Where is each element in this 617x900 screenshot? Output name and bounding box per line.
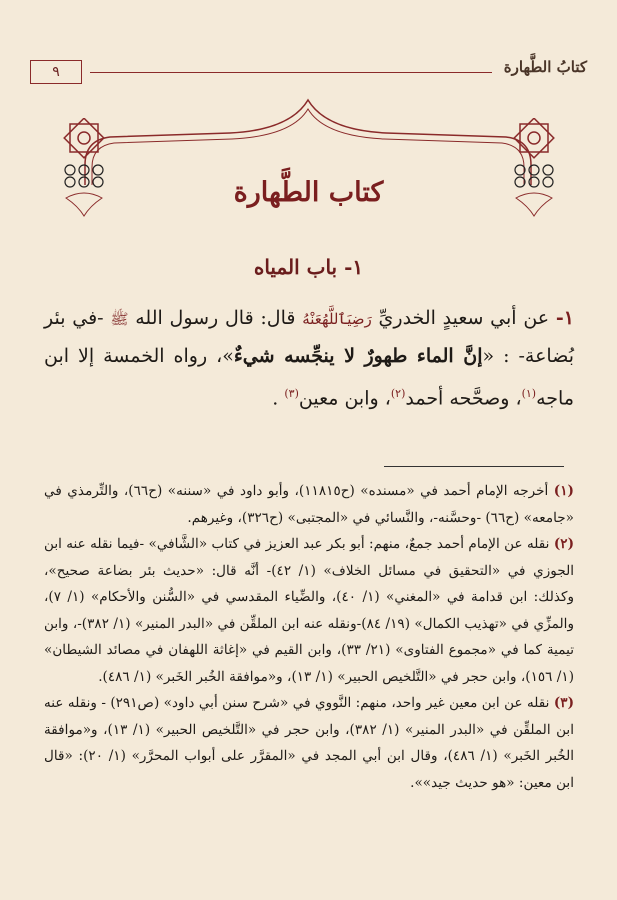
footnote-text: نقله عن الإمام أحمد جمعٌ، منهم: أبو بكر عبد العزيز في كتاب «الشَّافي» -فيما نقله عنه ابن الجوزي في «التحقيق في مسائل الخلاف» (١/ ٤٢)- أنَّه قال: «حديث بئر بضاعة صحيح»، وكذلك: ابن قدامة في «المغني» (١/ ٤٠)، والضِّياء المقدسي في «السُّنن والأحكام» (١/ ٧)، والمزِّي في «تهذيب الكمال» (١٩/ ٨٤)-ونقله عنه ابن الملقِّن في «البدر المنير» (١/ ٣٨٢)-، وابن تيمية كما في «مجموع الفتاوى» (٢١/ ٣٣)، وابن القيم في «إغاثة اللهفان في مصائد الشيطان» (١/ ١٥٦)، وابن حجر في «التَّلخيص الحبير» (١/ ١٣)، و«موافقة الخُبر الخَبر» (١/ ٤٨٦). <box>44 536 575 685</box>
hadith-quote: إنَّ الماء طهورٌ لا ينجِّسه شيءٌ <box>233 345 483 367</box>
footnote-ref[interactable]: (٣) <box>284 387 299 400</box>
footnote-ref[interactable]: (١) <box>521 387 537 400</box>
running-title: كتابُ الطَّهارة <box>503 58 587 76</box>
honorific: ﷺ <box>110 310 129 328</box>
running-header <box>30 58 587 88</box>
footnote <box>44 531 574 690</box>
hadith-text-part: -في بئر بُضاعة- : « <box>44 307 574 367</box>
hadith-text-part: عن أبي سعيدٍ الخدريِّ <box>378 307 550 329</box>
hadith-text-part: . <box>272 387 279 410</box>
hadith-paragraph <box>44 300 574 417</box>
section-title: ١- باب المياه <box>253 255 364 279</box>
honorific: رَضِيَٱللَّهُعَنْهُ <box>302 310 372 328</box>
footnotes <box>44 478 574 796</box>
footnote-text: نقله عن ابن معين غير واحد، منهم: النَّووي في «شرح سنن أبي داود» (ص٢٩١) - ونقله عنه ابن الملقِّن في «البدر المنير» (١/ ٣٨٢)، وابن حجر في «التَّلخيص الحبير» (١/ ١٣)، و«موافقة الخُبر الخَبر» (١/ ٤٨٦)، وقال ابن أبي المجد في «المقرَّر على أبواب المحرَّر» (١/ ٢٠): «قال ابن معين: «هو حديث جيد»». <box>44 695 574 791</box>
header-rule <box>90 72 492 73</box>
footnote <box>44 690 574 796</box>
hadith-text-part: قال: قال رسول الله <box>135 307 296 329</box>
footnote-number: (٢) <box>553 536 574 552</box>
hadith-text-part: ، وابن معين <box>298 387 391 410</box>
hadith-text-part: »، رواه الخمسة إلا ابن ماجه <box>44 345 574 410</box>
hadith-text-part: ، وصحَّحه أحمد <box>405 387 522 410</box>
chapter-title: كتاب الطَّهارة <box>233 177 384 208</box>
hadith-number: ١- <box>555 307 574 329</box>
footnote-ref[interactable]: (٢) <box>390 387 406 400</box>
footnote-number: (١) <box>553 483 574 499</box>
page-number: ٩ <box>30 60 82 84</box>
footnote <box>44 478 574 531</box>
hadith-text <box>44 300 574 417</box>
footnote-text: أخرجه الإمام أحمد في «مسنده» (ح١١٨١٥)، وأبو داود في «سننه» (ح٦٦)، والتِّرمذي في «جامعه» (ح٦٦) -وحسَّنه-، والنَّسائي في «المجتبى» (ح٣٢٦)، وغيرهم. <box>44 483 574 526</box>
footnote-separator <box>384 466 564 467</box>
footnote-number: (٣) <box>553 695 575 711</box>
